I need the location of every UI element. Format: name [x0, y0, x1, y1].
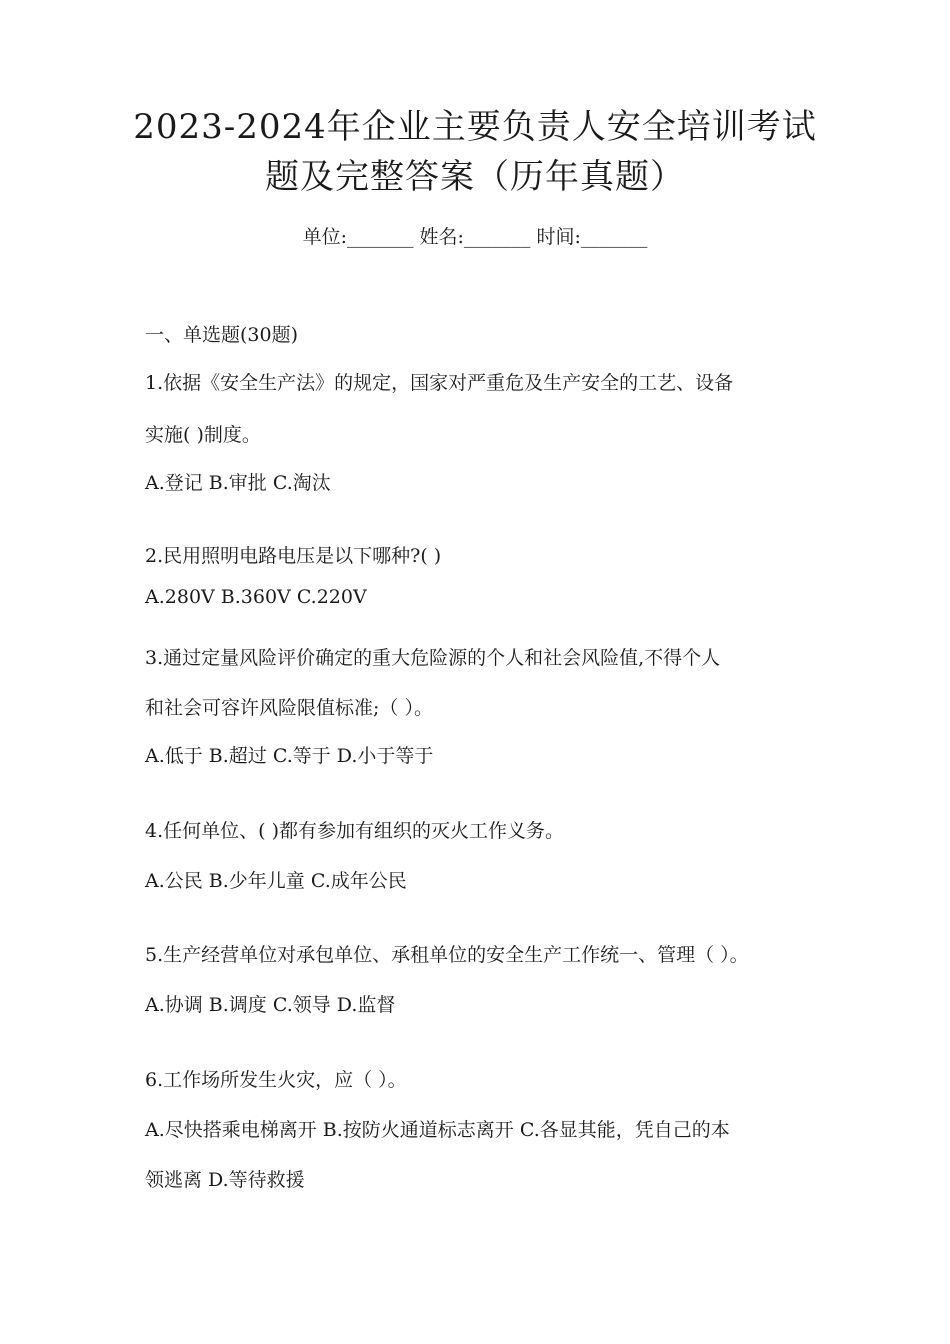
document-title-line-2: 题及完整答案（历年真题）: [265, 157, 685, 197]
section-heading: 一、单选题(30题): [145, 324, 299, 346]
question-5-stem: 5.生产经营单位对承包单位、承租单位的安全生产工作统一、管理（ ）。: [145, 944, 749, 966]
info-fields-line: 单位:_______ 姓名:_______ 时间:_______: [302, 226, 648, 248]
question-6-options-line-1: A.尽快搭乘电梯离开 B.按防火通道标志离开 C.各显其能，凭自己的本: [145, 1119, 730, 1141]
question-3-stem-line-1: 3.通过定量风险评价确定的重大危险源的个人和社会风险值,不得个人: [145, 647, 721, 669]
question-1-stem-line-1: 1.依据《安全生产法》的规定，国家对严重危及生产安全的工艺、设备: [145, 372, 734, 394]
question-3-stem-line-2: 和社会可容许风险限值标准;（ ）。: [145, 697, 433, 719]
question-3-options: A.低于 B.超过 C.等于 D.小于等于: [145, 745, 434, 767]
document-title-line-1: 2023-2024年企业主要负责人安全培训考试: [133, 107, 817, 147]
question-6-stem: 6.工作场所发生火灾，应（ ）。: [145, 1069, 407, 1091]
question-4-stem: 4.任何单位、( )都有参加有组织的灭火工作义务。: [145, 820, 564, 842]
question-2-stem: 2.民用照明电路电压是以下哪种?( ): [145, 545, 442, 567]
question-5-options: A.协调 B.调度 C.领导 D.监督: [145, 994, 396, 1016]
question-4-options: A.公民 B.少年儿童 C.成年公民: [145, 870, 407, 892]
question-1-stem-line-2: 实施( )制度。: [145, 424, 261, 446]
question-2-options: A.280V B.360V C.220V: [145, 586, 367, 608]
question-6-options-line-2: 领逃离 D.等待救援: [145, 1169, 305, 1191]
question-1-options: A.登记 B.审批 C.淘汰: [145, 472, 331, 494]
